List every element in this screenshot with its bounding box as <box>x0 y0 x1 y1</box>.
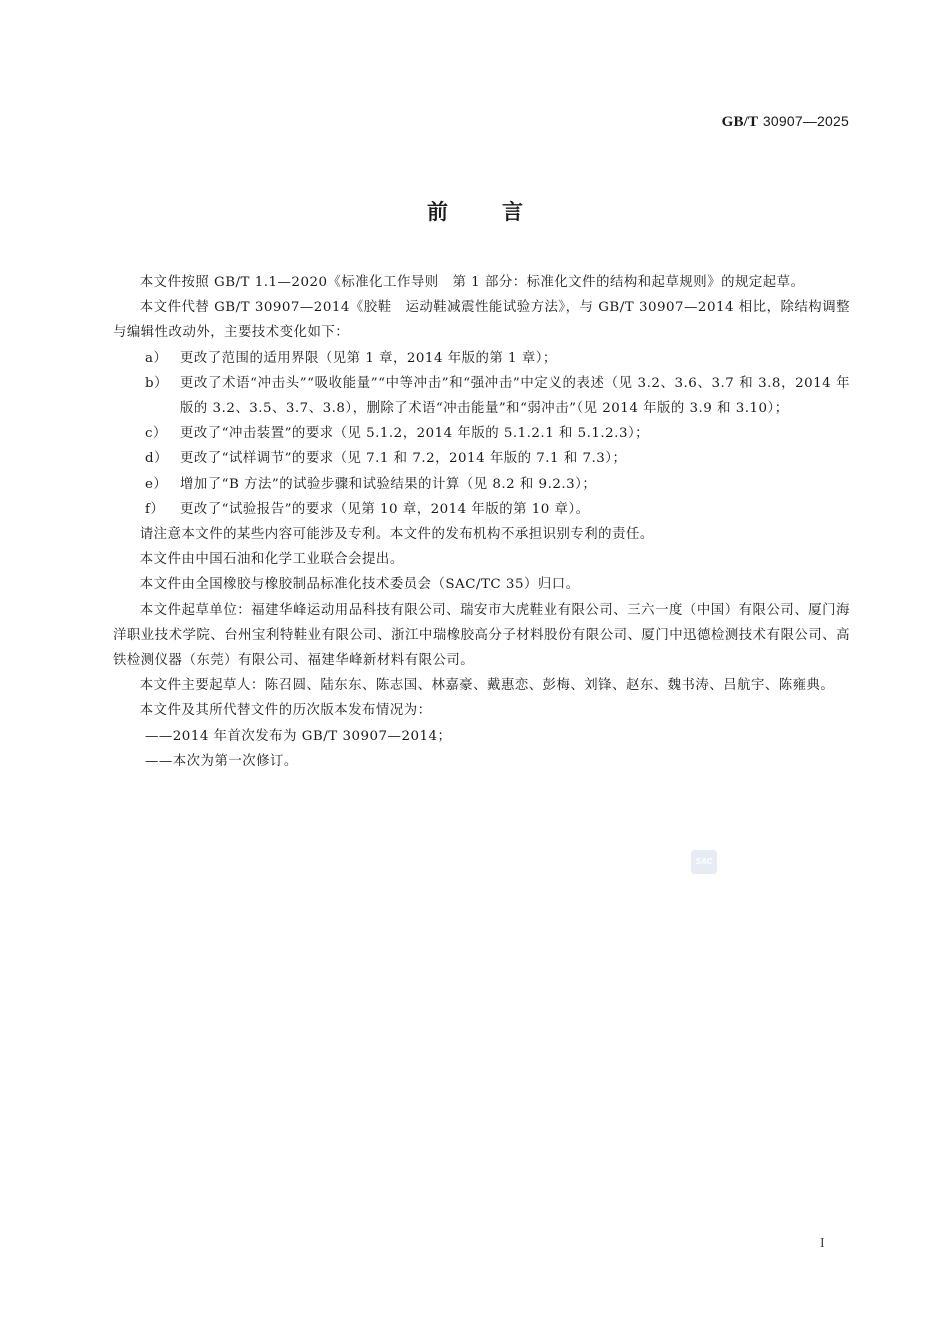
title-char-2: 言 <box>502 200 523 224</box>
change-item-b <box>113 371 850 421</box>
change-item-a <box>113 346 850 371</box>
paragraph-replacement: 本文件代替 GB/T 30907—2014《胶鞋 运动鞋减震性能试验方法》，与 GB/T 30907—2014 相比，除结构调整与编辑性改动外，主要技术变化如下： <box>113 300 850 341</box>
history-item-1: ——2014 年首次发布为 GB/T 30907—2014； <box>145 728 452 744</box>
change-text: 更改了范围的适用界限（见第 1 章，2014 年版的第 1 章）； <box>180 350 557 366</box>
history-item-2: ——本次为第一次修订。 <box>145 753 298 769</box>
change-text: 更改了“冲击装置”的要求（见 5.1.2，2014 年版的 5.1.2.1 和 5.1.2.3）； <box>180 426 650 442</box>
change-marker: d） <box>145 451 168 467</box>
change-text: 更改了术语“冲击头”“吸收能量”“中等冲击”和“强冲击”中定义的表述（见 3.2、3.6、3.7 和 3.8，2014 年版的 3.2、3.5、3.7、3.8），删除了术语“冲击能量”和“弱冲击”（见 2014 年版的 3.9 和 3.10）； <box>180 375 850 417</box>
paragraph-history-intro: 本文件及其所代替文件的历次版本发布情况为： <box>139 703 432 719</box>
change-text: 更改了“试验报告”的要求（见第 10 章，2014 年版的第 10 章）。 <box>180 501 590 517</box>
title-char-1: 前 <box>427 200 448 224</box>
change-marker: b） <box>145 375 168 391</box>
paragraph-drafting-units: 本文件起草单位：福建华峰运动用品科技有限公司、瑞安市大虎鞋业有限公司、三六一度（中国）有限公司、厦门海洋职业技术学院、台州宝利特鞋业有限公司、浙江中瑞橡胶高分子材料股份有限公司、厦门中迅德检测技术有限公司、高铁检测仪器（东莞）有限公司、福建华峰新材料有限公司。 <box>113 602 850 669</box>
paragraph-drafters: 本文件主要起草人：陈召圆、陆东东、陈志国、林嘉豪、戴惠恋、彭梅、刘锋、赵东、魏书涛、吕航宇、陈雍典。 <box>139 678 835 694</box>
page-title <box>0 196 950 226</box>
change-item-e <box>113 472 850 497</box>
page-number: I <box>820 1236 825 1251</box>
change-item-c <box>113 421 850 446</box>
standard-code-header <box>722 113 849 131</box>
paragraph-patent-notice: 请注意本文件的某些内容可能涉及专利。本文件的发布机构不承担识别专利的责任。 <box>139 527 654 543</box>
change-marker: e） <box>145 476 168 492</box>
standard-number: 30907—2025 <box>762 113 849 129</box>
foreword-body <box>113 270 850 774</box>
change-marker: f） <box>145 501 165 517</box>
paragraph-drafting-rules: 本文件按照 GB/T 1.1—2020《标准化工作导则 第 1 部分：标准化文件的结构和起草规则》的规定起草。 <box>139 275 805 290</box>
sac-watermark-logo: SAC <box>691 850 717 874</box>
change-text: 增加了“B 方法”的试验步骤和试验结果的计算（见 8.2 和 9.2.3）； <box>180 476 597 492</box>
change-marker: c） <box>145 426 167 442</box>
change-item-f <box>113 497 850 522</box>
change-item-d <box>113 446 850 471</box>
change-marker: a） <box>145 350 168 366</box>
standard-prefix: GB/T <box>721 114 759 130</box>
change-text: 更改了“试样调节”的要求（见 7.1 和 7.2，2014 年版的 7.1 和 7.3）； <box>180 451 627 467</box>
paragraph-managed-by: 本文件由全国橡胶与橡胶制品标准化技术委员会（SAC/TC 35）归口。 <box>139 577 580 593</box>
paragraph-proposed-by: 本文件由中国石油和化学工业联合会提出。 <box>139 552 404 568</box>
